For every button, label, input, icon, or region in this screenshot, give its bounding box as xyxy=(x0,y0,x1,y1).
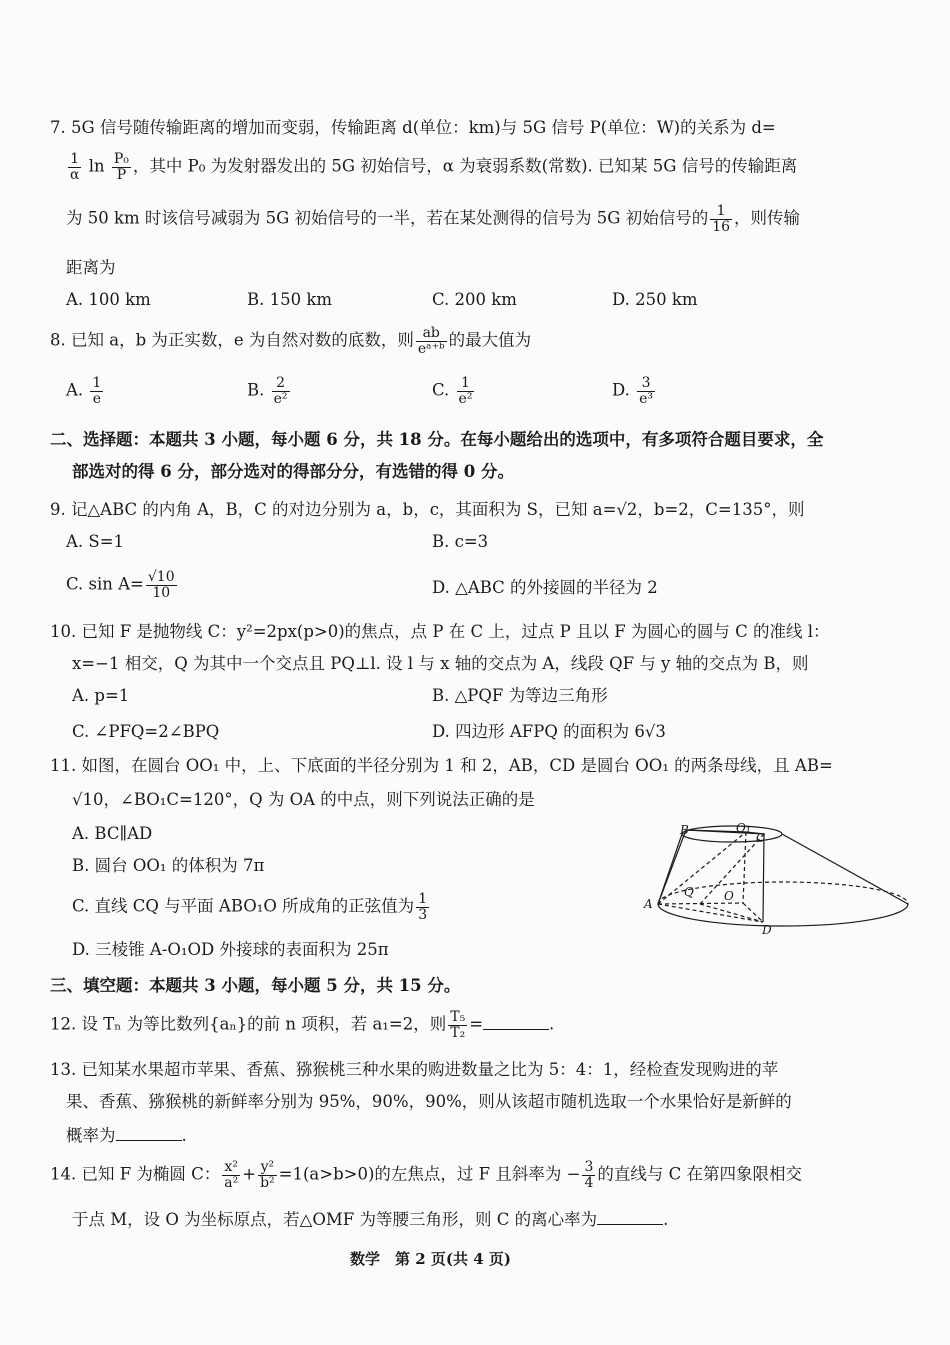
q8-expr-frac: $\frac{ab}{\text{eᵃ⁺ᵇ}}$ xyxy=(417,325,445,357)
q7-option-d: D. 250 km xyxy=(612,290,698,309)
q11-option-d: D. 三棱锥 A-O₁OD 外接球的表面积为 25π xyxy=(72,940,389,959)
page-footer: 数学 第 2 页(共 4 页) xyxy=(350,1250,511,1268)
q13-line2: 果、香蕉、猕猴桃的新鲜率分别为 95%，90%，90%，则从该超市随机选取一个水果恰好是新鲜的 xyxy=(66,1092,792,1111)
q10-line2: x=−1 相交，Q 为其中一个交点且 PQ⊥l. 设 l 与 x 轴的交点为 A，线段 QF 与 y 轴的交点为 B，则 xyxy=(72,654,809,673)
q8-option-a: A. $\frac{1}{e}$ xyxy=(66,375,102,407)
q12-stem: 12. 设 Tₙ 为等比数列{aₙ}的前 n 项积，若 a₁=2，则 $\frac{\text{T₅}}{\text{T₂}}$ = . xyxy=(50,1009,555,1041)
q7-line4: 距离为 xyxy=(66,258,116,277)
section3-heading: 三、填空题：本题共 3 小题，每小题 5 分，共 15 分。 xyxy=(50,976,461,995)
q8-option-b: B. $\frac{2}{\text{e²}}$ xyxy=(247,375,288,407)
q14-line2: 于点 M，设 O 为坐标原点，若△OMF 为等腰三角形，则 C 的离心率为 . xyxy=(72,1210,669,1229)
q8-option-d: D. $\frac{3}{\text{e³}}$ xyxy=(612,375,654,407)
figure-label-a: A xyxy=(644,897,653,911)
q8-stem: 8. 已知 a，b 为正实数，e 为自然对数的底数，则 $\frac{ab}{\text{eᵃ⁺ᵇ}}$ 的最大值为 xyxy=(50,325,532,357)
q9-option-a: A. S=1 xyxy=(66,532,125,551)
q13-line1: 13. 已知某水果超市苹果、香蕉、猕猴桃三种水果的购进数量之比为 5：4：1，经检查发现购进的苹 xyxy=(50,1060,779,1079)
q7-power-frac: $\frac{\text{P₀}}{P}$ xyxy=(113,151,129,183)
q10-option-a: A. p=1 xyxy=(72,686,130,705)
q7-option-a: A. 100 km xyxy=(66,290,151,309)
q12-ratio-frac: $\frac{\text{T₅}}{\text{T₂}}$ xyxy=(450,1009,466,1041)
q10-line1: 10. 已知 F 是抛物线 C：y²=2px(p>0)的焦点，点 P 在 C 上，过点 P 且以 F 为圆心的圆与 C 的准线 l： xyxy=(50,622,830,641)
section2-heading-line2: 部选对的得 6 分，部分选对的得部分分，有选错的得 0 分。 xyxy=(72,462,514,481)
q11-line2: √10，∠BO₁C=120°，Q 为 OA 的中点，则下列说法正确的是 xyxy=(72,790,535,809)
figure-label-d: D xyxy=(762,923,772,937)
q7-line1: 7. 5G 信号随传输距离的增加而变弱，传输距离 d(单位：km)与 5G 信号 P(单位：W)的关系为 d= xyxy=(50,118,776,137)
q10-option-b: B. △PQF 为等边三角形 xyxy=(432,686,608,705)
q12-answer-blank[interactable] xyxy=(483,1015,549,1030)
q11-line1: 11. 如图，在圆台 OO₁ 中，上、下底面的半径分别为 1 和 2，AB，CD 是圆台 OO₁ 的两条母线，且 AB= xyxy=(50,756,833,775)
figure-label-o1: O₁ xyxy=(736,821,751,835)
q9-option-b: B. c=3 xyxy=(432,532,489,551)
q10-option-d: D. 四边形 AFPQ 的面积为 6√3 xyxy=(432,722,666,741)
frustum-figure xyxy=(636,818,926,940)
figure-label-c: C xyxy=(756,831,766,845)
q9-option-d: D. △ABC 的外接圆的半径为 2 xyxy=(432,578,658,597)
figure-label-q: Q xyxy=(684,885,694,899)
q11-option-b: B. 圆台 OO₁ 的体积为 7π xyxy=(72,856,265,875)
q9-option-c: C. sin A= $\frac{√10}{10}$ xyxy=(66,569,175,601)
q7-line3: 为 50 km 时该信号减弱为 5G 初始信号的一半，若在某处测得的信号为 5G 初始信号的 $\frac{1}{16}$ ，则传输 xyxy=(66,203,801,235)
q7-ratio-frac: $\frac{1}{16}$ xyxy=(712,203,731,235)
q8-option-c: C. $\frac{1}{\text{e²}}$ xyxy=(432,375,473,407)
q7-option-c: C. 200 km xyxy=(432,290,517,309)
q13-line3: 概率为 . xyxy=(66,1126,187,1145)
section2-heading: 二、选择题：本题共 3 小题，每小题 6 分，共 18 分。在每小题给出的选项中，有多项符合题目要求，全 xyxy=(50,430,824,449)
q7-line2: $\frac{1}{\alpha}$ ln $\frac{\text{P₀}}{P}$ ，其中 P₀ 为发射器发出的 5G 初始信号，α 为衰弱系数(常数). 已知某 5G 信号的传输距离 xyxy=(70,151,798,183)
q9-stem: 9. 记△ABC 的内角 A，B，C 的对边分别为 a，b，c，其面积为 S，已知 a=√2，b=2，C=135°，则 xyxy=(50,500,805,519)
q7-option-b: B. 150 km xyxy=(247,290,332,309)
q11-option-c: C. 直线 CQ 与平面 ABO₁O 所成角的正弦值为 $\frac{1}{3}$ xyxy=(72,891,428,923)
q7-coef-frac: $\frac{1}{\alpha}$ xyxy=(70,151,80,183)
q14-line1: 14. 已知 F 为椭圆 C： $\frac{\text{x²}}{\text{a²}}$ + $\frac{\text{y²}}{\text{b²}}$ =1(a>b>0)的左焦点，过 F 且斜率为 − $\frac{3}{4}$ 的直线与 C 在第四象限相交 xyxy=(50,1159,802,1191)
q11-option-a: A. BC∥AD xyxy=(72,824,153,843)
figure-label-b: B xyxy=(680,823,689,837)
q14-answer-blank[interactable] xyxy=(597,1210,663,1225)
q10-option-c: C. ∠PFQ=2∠BPQ xyxy=(72,722,220,741)
q13-answer-blank[interactable] xyxy=(116,1126,182,1141)
figure-label-o: O xyxy=(724,889,734,903)
